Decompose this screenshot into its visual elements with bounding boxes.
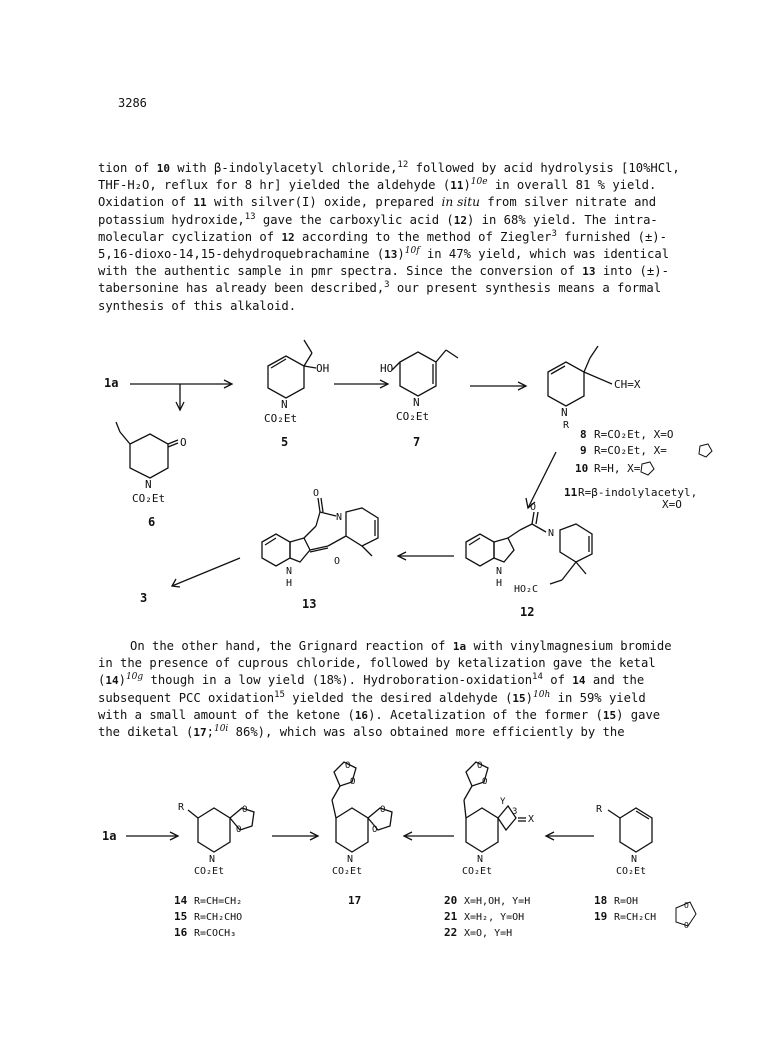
text-line: potassium hydroxide,$^{13}$ gave the carboxylic acid (12) in 68% yield. The intra-	[98, 211, 658, 227]
compound-label-13: 13	[302, 597, 317, 611]
legend-text: R=COCH₃	[194, 928, 237, 939]
text-line: molecular cyclization of 12 according to the method of Ziegler$^3$ furnished (±)-	[98, 228, 667, 244]
text-line: 5,16-dioxo-14,15-dehydroquebrachamine $(13)^{10f}$ in 47% yield, which was identical	[98, 246, 670, 262]
atom-label: CO₂Et	[396, 410, 430, 423]
atom-label: HO₂C	[514, 584, 539, 595]
text-line: $(14)^{10g}$ though in a low yield (18%). Hydroboration-oxidation$^{14}$ of 14 and the	[98, 672, 645, 688]
compound-label-20: 20	[444, 894, 458, 907]
compound-label-16: 16	[174, 926, 188, 939]
atom-label: O	[313, 488, 320, 499]
text-line: synthesis of this alkaloid.	[98, 298, 297, 313]
compound-label-12: 12	[520, 605, 535, 619]
compound-label-14: 14	[174, 894, 188, 907]
compound-label-11: 11	[564, 486, 578, 499]
atom-label: O	[334, 556, 341, 567]
legend-text: X=H₂, Y=OH	[464, 912, 525, 923]
text-line: in the presence of cuprous chloride, followed by ketalization gave the ketal	[98, 656, 656, 671]
legend-text: X=H,OH, Y=H	[464, 896, 531, 907]
atom-label: O	[236, 825, 242, 835]
text-line: THF-H₂O, reflux for 8 hr] yielded the aldehyde $(11)^{10e}$ in overall 81 % yield.	[98, 177, 657, 193]
atom-label: O	[372, 825, 378, 835]
reaction-arrow	[546, 832, 594, 840]
atom-label: OH	[316, 362, 330, 375]
atom-label: N	[496, 566, 503, 577]
compound-label-21: 21	[444, 910, 458, 923]
atom-label: N	[548, 528, 555, 539]
atom-label: HO	[380, 362, 394, 375]
atom-label: N	[477, 854, 484, 865]
compound-label-5: 5	[281, 435, 289, 449]
compound-label-6: 6	[148, 515, 156, 529]
reaction-arrow	[126, 832, 178, 840]
legend-text: X=O	[662, 498, 682, 511]
compound-label-15: 15	[174, 910, 188, 923]
atom-label: Y	[500, 797, 506, 807]
compound-label-3: 3	[140, 591, 148, 605]
legend-text: R=OH	[614, 896, 639, 907]
atom-label: O	[684, 901, 689, 910]
text-line: Oxidation of 11 with silver(I) oxide, prepared in situ from silver nitrate and	[98, 195, 657, 210]
atom-label: CO₂Et	[616, 866, 647, 877]
legend-text: R=H, X=	[594, 462, 641, 475]
atom-label: H	[286, 578, 293, 589]
atom-label: O	[380, 805, 386, 815]
atom-label: CO₂Et	[332, 866, 363, 877]
text-line: On the other hand, the Grignard reaction of 1a with vinylmagnesium bromide	[130, 639, 672, 653]
legend-text: X=O, Y=H	[464, 928, 513, 939]
atom-label: N	[281, 398, 288, 411]
atom-label: R	[596, 804, 603, 815]
atom-label: O	[242, 805, 248, 815]
compound-label-17: 17	[348, 894, 362, 907]
atom-label: N	[209, 854, 216, 865]
atom-label: O	[350, 777, 356, 787]
atom-label: CO₂Et	[462, 866, 493, 877]
atom-label: N	[561, 406, 568, 419]
legend-text: R=CH₂CHO	[194, 912, 243, 923]
compound-label-7: 7	[413, 435, 421, 449]
page-number: 3286	[118, 96, 147, 110]
atom-label: N	[145, 478, 152, 491]
atom-label: N	[413, 396, 420, 409]
legend-text: R=CH=CH₂	[194, 896, 243, 907]
text-line: the diketal (17;$^{10i}$ 86%), which was also obtained more efficiently by the	[98, 724, 625, 740]
text-line: with the authentic sample in pmr spectra. Since the conversion of 13 into (±)-	[98, 264, 669, 279]
legend-text: R=CO₂Et, X=O	[594, 428, 674, 441]
atom-label: N	[631, 854, 638, 865]
compound-label-10: 10	[575, 462, 589, 475]
legend-text: R=CO₂Et, X=	[594, 444, 667, 457]
legend-text: R=CH₂CH	[614, 912, 657, 923]
reaction-arrow	[404, 832, 454, 840]
compound-label-8: 8	[580, 428, 587, 441]
atom-label: 3	[512, 807, 518, 817]
atom-label: CO₂Et	[264, 412, 298, 425]
compound-label-9: 9	[580, 444, 587, 457]
atom-label: O	[530, 502, 537, 513]
atom-label: CH=X	[614, 378, 641, 391]
compound-label-19: 19	[594, 910, 608, 923]
atom-label: O	[477, 761, 483, 771]
compound-label-18: 18	[594, 894, 608, 907]
atom-label: X	[528, 814, 535, 825]
compound-label-1a: 1a	[104, 376, 119, 390]
atom-label: H	[496, 578, 503, 589]
atom-label: O	[180, 436, 187, 449]
structure-compound-18-19	[608, 808, 652, 852]
atom-label: CO₂Et	[132, 492, 166, 505]
legend-text: R=β-indolylacetyl,	[578, 486, 698, 499]
atom-label: N	[286, 566, 293, 577]
atom-label: R	[563, 420, 570, 431]
atom-label: O	[482, 777, 488, 787]
atom-label: CO₂Et	[194, 866, 225, 877]
text-line: tabersonine has already been described,$^3$ our present synthesis means a formal	[98, 280, 662, 296]
reaction-arrow	[272, 832, 318, 840]
atom-label: N	[347, 854, 354, 865]
text-line: tion of 10 with β-indolylacetyl chloride,$^{12}$ followed by acid hydrolysis [10%HCl,	[98, 160, 680, 175]
atom-label: O	[684, 921, 689, 930]
compound-label-1a: 1a	[102, 829, 117, 843]
atom-label: O	[345, 761, 351, 771]
compound-label-22: 22	[444, 926, 458, 939]
text-line: subsequent PCC oxidation$^{15}$ yielded the desired aldehyde $(15)^{10h}$ in 59% yield	[98, 689, 646, 705]
text-line: with a small amount of the ketone (16). Acetalization of the former (15) gave	[98, 707, 661, 722]
atom-label: R	[178, 802, 185, 813]
atom-label: N	[336, 512, 343, 523]
